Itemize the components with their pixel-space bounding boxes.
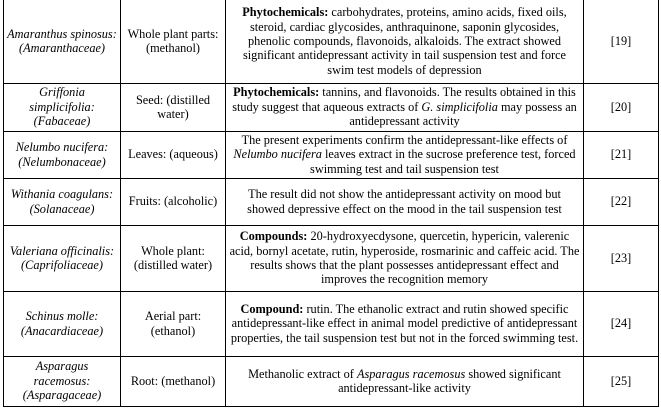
plant-family: (Asparagaceae) — [22, 388, 102, 403]
table-row — [4, 83, 659, 131]
table-row — [4, 225, 659, 291]
part-cell: Root: (methanol) — [121, 356, 226, 406]
plant-name-cell — [4, 83, 121, 131]
plant-family: (Fabaceae) — [33, 114, 91, 129]
reference-cell: [21] — [584, 131, 659, 178]
activity-species: Nelumbo nucifera — [233, 147, 322, 162]
plant-family: (Solanaceae) — [29, 201, 95, 216]
activity-species: G. simplicifolia — [421, 99, 498, 114]
table-row — [4, 178, 659, 225]
activity-cell — [226, 131, 584, 178]
activity-text: carbohydrates, proteins, amino acids, fixed oils, steroid, cardiac glycosides, anthraquinone, saponin glycosides, phenolic compounds, flavonoids, alkaloids. The extract showed significant antidepressant activity in tail suspension test and force swim test models of depression — [242, 5, 567, 77]
table-row — [4, 291, 659, 356]
plant-name-cell — [4, 131, 121, 178]
activity-text-end: showed significant antidepressant-like activity — [338, 366, 561, 395]
plant-name-cell — [4, 291, 121, 356]
part-cell: Whole plant: (distilled water) — [121, 225, 226, 291]
activity-text-end: may possess an antidepressant activity — [349, 99, 577, 129]
activity-species: Asparagus racemosus — [356, 366, 466, 381]
plant-family: (Caprifoliaceae) — [21, 258, 103, 272]
plant-family: (Amaranthaceae) — [18, 41, 106, 56]
activity-cell — [226, 178, 584, 225]
table-row — [4, 356, 659, 406]
part-cell: Fruits: (alcoholic) — [121, 178, 226, 225]
activity-cell — [226, 83, 584, 131]
reference-cell: [25] — [584, 356, 659, 406]
plant-name-cell — [4, 0, 121, 83]
part-cell: Leaves: (aqueous) — [121, 131, 226, 178]
activity-cell — [226, 291, 584, 356]
activity-label: Compound: — [240, 301, 304, 316]
table-row — [4, 0, 659, 83]
reference-cell: [19] — [584, 0, 659, 83]
activity-text: tannins, and flavonoids. The results obtained in this study suggest that aqueous extracts of — [232, 85, 576, 114]
reference-cell: [23] — [584, 225, 659, 291]
activity-label: Phytochemicals: — [242, 5, 329, 20]
plant-name-cell — [4, 178, 121, 225]
activity-text: Methanolic extract of — [248, 366, 357, 381]
activity-text: The present experiments confirm the antidepressant-like effects of — [241, 132, 568, 147]
activity-cell — [226, 356, 584, 406]
part-cell: Whole plant parts: (methanol) — [121, 0, 226, 83]
plant-name: Griffonia simplicifolia: — [29, 85, 95, 114]
plant-family: (Anacardiaceae) — [20, 323, 104, 338]
reference-cell: [22] — [584, 178, 659, 225]
activity-cell — [226, 0, 584, 83]
plant-name: Nelumbo nucifera: — [15, 140, 109, 155]
activity-text: The result did not show the antidepressant activity on mood but showed depressive effect on the mood in the tail suspension test — [247, 187, 562, 216]
plant-name-cell — [4, 356, 121, 406]
plant-name: Withania coagulans: — [10, 187, 114, 202]
activity-label: Phytochemicals: — [233, 85, 320, 100]
plant-name: Asparagus racemosus: — [33, 359, 91, 388]
plant-name: Amaranthus spinosus: — [7, 26, 117, 41]
part-cell: Aerial part: (ethanol) — [121, 291, 226, 356]
plant-name: Valeriana officinalis: — [9, 243, 115, 258]
activity-text: rutin. The ethanolic extract and rutin showed specific antidepressant-like effect in animal model predictive of antidepressant properties, the tail suspension test but not in the forced swimming test. — [230, 301, 579, 345]
activity-text: 20-hydroxyecdysone, quercetin, hypericin, valerenic acid, bornyl acetate, rutin, hyperoside, rosmarinic and caffeic acid. The results shows that the plant possesses antidepressant effect and improves the recognition memory — [229, 229, 580, 287]
table-row — [4, 131, 659, 178]
plant-family: (Nelumbonaceae) — [18, 154, 106, 169]
activity-text-end: leaves extract in the sucrose preference test, forced swimming test and tail suspension test — [310, 147, 576, 176]
activity-cell — [226, 225, 584, 291]
part-cell: Seed: (distilled water) — [121, 83, 226, 131]
plants-table-body — [4, 0, 659, 406]
reference-cell: [24] — [584, 291, 659, 356]
plants-table — [3, 0, 659, 407]
plant-name: Schinus molle: — [25, 309, 99, 324]
activity-label: Compounds: — [239, 229, 308, 244]
plant-name-cell — [4, 225, 121, 291]
reference-cell: [20] — [584, 83, 659, 131]
